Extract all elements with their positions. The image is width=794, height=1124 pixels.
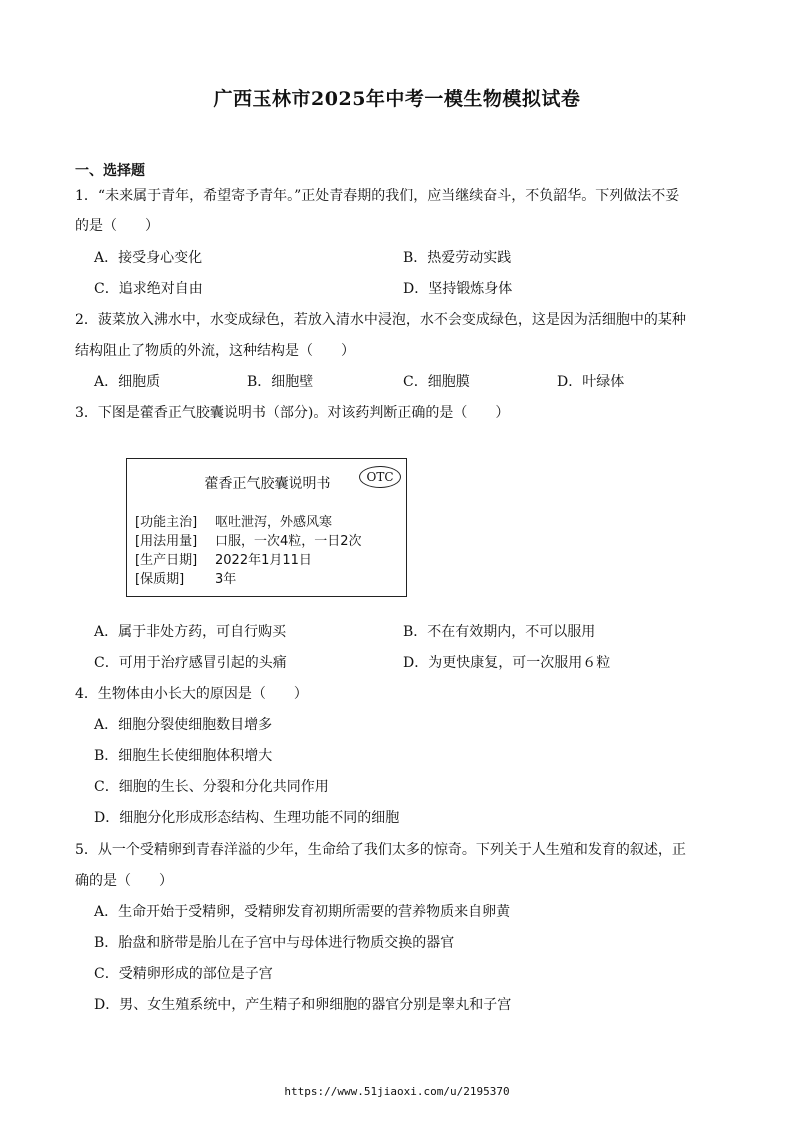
question-3-option-a: A．属于非处方药，可自行购买 [94, 624, 287, 640]
label-row-value: 口服，一次4粒，一日2次 [215, 534, 362, 549]
medicine-label [126, 458, 407, 597]
question-1-option-c: C．追求绝对自由 [94, 281, 203, 297]
medicine-label-title: 藿香正气胶囊说明书 [204, 476, 331, 492]
otc-badge: OTC [359, 466, 401, 488]
footer-url: https://www.51jiaoxi.com/u/2195370 [284, 1085, 510, 1098]
page-title: 广西玉林市2025年中考一模生物模拟试卷 [213, 88, 581, 110]
label-row [135, 530, 362, 549]
label-row-key: [功能主治] [135, 515, 198, 530]
question-2-option-d: D．叶绿体 [557, 374, 625, 390]
label-row [135, 568, 236, 587]
question-2-line-1: 2．菠菜放入沸水中，水变成绿色，若放入清水中浸泡，水不会变成绿色，这是因为活细胞中的某种 [75, 312, 686, 328]
label-row-value: 3年 [215, 572, 237, 587]
label-row [135, 511, 332, 530]
question-5-option-c: C．受精卵形成的部位是子宫 [94, 966, 273, 982]
question-2-option-c: C．细胞膜 [403, 374, 470, 390]
label-row-key: [保质期] [135, 572, 185, 587]
question-4-option-c: C．细胞的生长、分裂和分化共同作用 [94, 779, 329, 795]
question-1-option-a: A．接受身心变化 [94, 250, 203, 266]
question-5-line-1: 5．从一个受精卵到青春洋溢的少年，生命给了我们太多的惊奇。下列关于人生殖和发育的叙述，正 [75, 842, 686, 858]
label-row-key: [生产日期] [135, 553, 198, 568]
question-4-option-a: A．细胞分裂使细胞数目增多 [94, 717, 273, 733]
label-row-value: 2022年1月11日 [215, 553, 312, 568]
question-5-option-a: A．生命开始于受精卵，受精卵发育初期所需要的营养物质来自卵黄 [94, 904, 511, 920]
question-2-option-b: B．细胞壁 [247, 374, 314, 390]
question-2-line-2: 结构阻止了物质的外流，这种结构是（ ） [75, 343, 355, 359]
question-1-option-b: B．热爱劳动实践 [403, 250, 512, 266]
question-4-option-b: B．细胞生长使细胞体积增大 [94, 748, 273, 764]
question-1-line-1: 1．“未来属于青年，希望寄予青年。”正处青春期的我们，应当继续奋斗，不负韶华。下列做法不妥 [75, 188, 680, 204]
question-5-option-d: D．男、女生殖系统中，产生精子和卵细胞的器官分别是睾丸和子宫 [94, 997, 512, 1013]
question-2-option-a: A．细胞质 [94, 374, 161, 390]
question-5-line-2: 确的是（ ） [75, 873, 173, 889]
label-row-value: 呕吐泄泻，外感风寒 [215, 515, 333, 530]
question-3-option-b: B．不在有效期内，不可以服用 [403, 624, 596, 640]
question-1-option-d: D．坚持锻炼身体 [403, 281, 513, 297]
label-row [135, 549, 312, 568]
label-row-key: [用法用量] [135, 534, 198, 549]
question-1-line-2: 的是（ ） [75, 218, 159, 234]
question-5-option-b: B．胎盘和脐带是胎儿在子宫中与母体进行物质交换的器官 [94, 935, 455, 951]
question-3-line-1: 3．下图是藿香正气胶囊说明书（部分)。对该药判断正确的是（ ） [75, 405, 510, 421]
question-4-option-d: D．细胞分化形成形态结构、生理功能不同的细胞 [94, 810, 400, 826]
question-4-line-1: 4．生物体由小长大的原因是（ ） [75, 686, 308, 702]
question-3-option-c: C．可用于治疗感冒引起的头痛 [94, 655, 287, 671]
question-3-option-d: D．为更快康复，可一次服用６粒 [403, 655, 611, 671]
section-heading: 一、选择题 [75, 163, 145, 179]
